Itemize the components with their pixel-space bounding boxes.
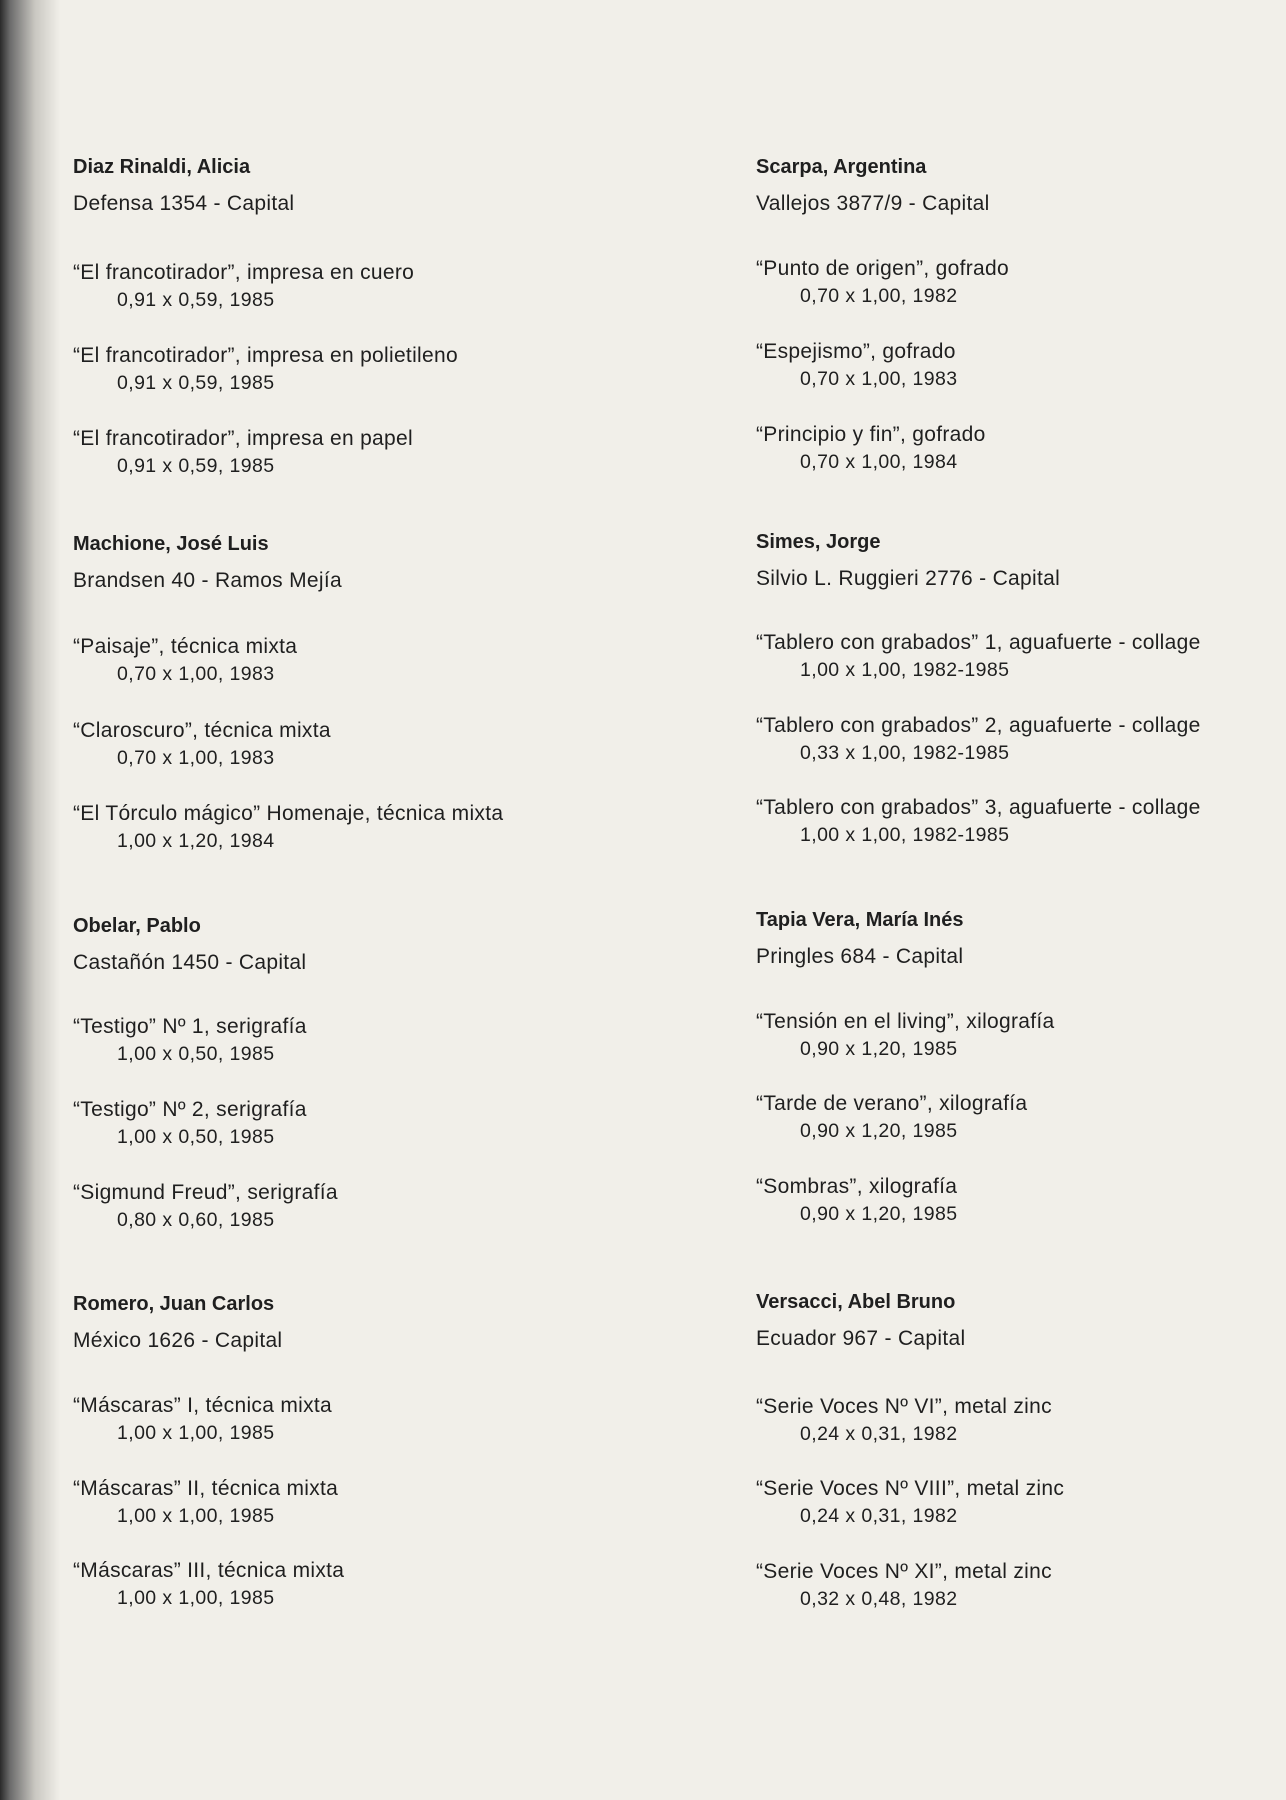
artist-name: Machione, José Luis: [73, 533, 269, 555]
artist-name: Simes, Jorge: [756, 531, 881, 553]
work-item: [756, 1393, 1286, 1447]
work-dimensions: 0,90 x 1,20, 1985: [800, 1120, 958, 1142]
work-title: “Serie Voces Nº VIII”, metal zinc: [756, 1477, 1065, 1500]
work-title: “Serie Voces Nº XI”, metal zinc: [756, 1560, 1052, 1583]
work-title: “Tablero con grabados” 1, aguafuerte - collage: [756, 631, 1201, 654]
work-item: [756, 1173, 1286, 1227]
work-item: [73, 425, 633, 479]
work-title: “Sigmund Freud”, serigrafía: [73, 1181, 338, 1204]
work-title: “Espejismo”, gofrado: [756, 340, 956, 363]
work-dimensions: 0,70 x 1,00, 1983: [117, 747, 275, 769]
work-title: “El francotirador”, impresa en papel: [73, 427, 413, 450]
work-item: [756, 338, 1286, 392]
work-dimensions: 0,90 x 1,20, 1985: [800, 1203, 958, 1225]
work-dimensions: 1,00 x 1,00, 1982-1985: [800, 659, 1010, 681]
work-title: “Serie Voces Nº VI”, metal zinc: [756, 1395, 1052, 1418]
work-title: “El Tórculo mágico” Homenaje, técnica mixta: [73, 802, 504, 825]
artist-address: Vallejos 3877/9 - Capital: [756, 192, 990, 215]
work-dimensions: 0,91 x 0,59, 1985: [117, 372, 275, 394]
artist-address: México 1626 - Capital: [73, 1329, 283, 1352]
work-title: “Tablero con grabados” 3, aguafuerte - collage: [756, 796, 1201, 819]
work-title: “Claroscuro”, técnica mixta: [73, 719, 331, 742]
artist-name: Scarpa, Argentina: [756, 156, 927, 178]
work-item: [73, 1179, 633, 1233]
artist-address: Pringles 684 - Capital: [756, 945, 964, 968]
work-item: [73, 259, 633, 313]
work-item: [756, 712, 1286, 766]
work-dimensions: 0,24 x 0,31, 1982: [800, 1423, 958, 1445]
work-item: [73, 633, 633, 687]
artist-address: Castañón 1450 - Capital: [73, 951, 307, 974]
artist-address: Defensa 1354 - Capital: [73, 192, 295, 215]
work-title: “El francotirador”, impresa en cuero: [73, 261, 415, 284]
work-item: [756, 794, 1286, 848]
page-binding-shadow: [0, 0, 60, 1800]
work-item: [756, 1558, 1286, 1612]
work-dimensions: 0,33 x 1,00, 1982-1985: [800, 742, 1010, 764]
work-title: “Sombras”, xilografía: [756, 1175, 958, 1198]
work-title: “Testigo” Nº 2, serigrafía: [73, 1098, 307, 1121]
work-title: “Testigo” Nº 1, serigrafía: [73, 1015, 307, 1038]
artist-address: Brandsen 40 - Ramos Mejía: [73, 569, 342, 592]
work-item: [73, 1557, 633, 1611]
work-title: “Tablero con grabados” 2, aguafuerte - collage: [756, 714, 1201, 737]
work-title: “Tarde de verano”, xilografía: [756, 1092, 1028, 1115]
work-dimensions: 0,80 x 0,60, 1985: [117, 1209, 275, 1231]
work-item: [73, 1475, 633, 1529]
work-title: “El francotirador”, impresa en polietileno: [73, 344, 458, 367]
work-item: [73, 342, 633, 396]
work-dimensions: 0,70 x 1,00, 1984: [800, 451, 958, 473]
artist-name: Romero, Juan Carlos: [73, 1293, 275, 1315]
work-item: [756, 421, 1286, 475]
work-item: [756, 255, 1286, 309]
artist-name: Diaz Rinaldi, Alicia: [73, 156, 251, 178]
work-item: [756, 1090, 1286, 1144]
work-title: “Tensión en el living”, xilografía: [756, 1010, 1055, 1033]
work-item: [756, 629, 1286, 683]
work-item: [756, 1475, 1286, 1529]
work-dimensions: 0,70 x 1,00, 1983: [800, 368, 958, 390]
work-dimensions: 0,32 x 0,48, 1982: [800, 1588, 958, 1610]
work-item: [73, 800, 633, 854]
work-dimensions: 1,00 x 1,00, 1985: [117, 1422, 275, 1444]
artist-address: Ecuador 967 - Capital: [756, 1327, 966, 1350]
work-title: “Máscaras” III, técnica mixta: [73, 1559, 345, 1582]
artist-name: Versacci, Abel Bruno: [756, 1291, 956, 1313]
work-item: [73, 1013, 633, 1067]
artist-name: Obelar, Pablo: [73, 915, 201, 937]
work-dimensions: 1,00 x 0,50, 1985: [117, 1126, 275, 1148]
work-dimensions: 0,70 x 1,00, 1983: [117, 663, 275, 685]
work-dimensions: 1,00 x 1,00, 1982-1985: [800, 824, 1010, 846]
work-title: “Principio y fin”, gofrado: [756, 423, 986, 446]
artist-address: Silvio L. Ruggieri 2776 - Capital: [756, 567, 1061, 590]
work-title: “Paisaje”, técnica mixta: [73, 635, 298, 658]
work-dimensions: 1,00 x 1,00, 1985: [117, 1587, 275, 1609]
work-dimensions: 1,00 x 0,50, 1985: [117, 1043, 275, 1065]
work-dimensions: 0,90 x 1,20, 1985: [800, 1038, 958, 1060]
work-dimensions: 0,24 x 0,31, 1982: [800, 1505, 958, 1527]
work-item: [73, 717, 633, 771]
work-dimensions: 0,70 x 1,00, 1982: [800, 285, 958, 307]
work-item: [756, 1008, 1286, 1062]
work-title: “Máscaras” II, técnica mixta: [73, 1477, 339, 1500]
artist-name: Tapia Vera, María Inés: [756, 909, 964, 931]
work-item: [73, 1392, 633, 1446]
work-item: [73, 1096, 633, 1150]
work-dimensions: 1,00 x 1,20, 1984: [117, 830, 275, 852]
work-dimensions: 1,00 x 1,00, 1985: [117, 1505, 275, 1527]
work-dimensions: 0,91 x 0,59, 1985: [117, 455, 275, 477]
work-title: “Punto de origen”, gofrado: [756, 257, 1009, 280]
work-title: “Máscaras” I, técnica mixta: [73, 1394, 332, 1417]
work-dimensions: 0,91 x 0,59, 1985: [117, 289, 275, 311]
